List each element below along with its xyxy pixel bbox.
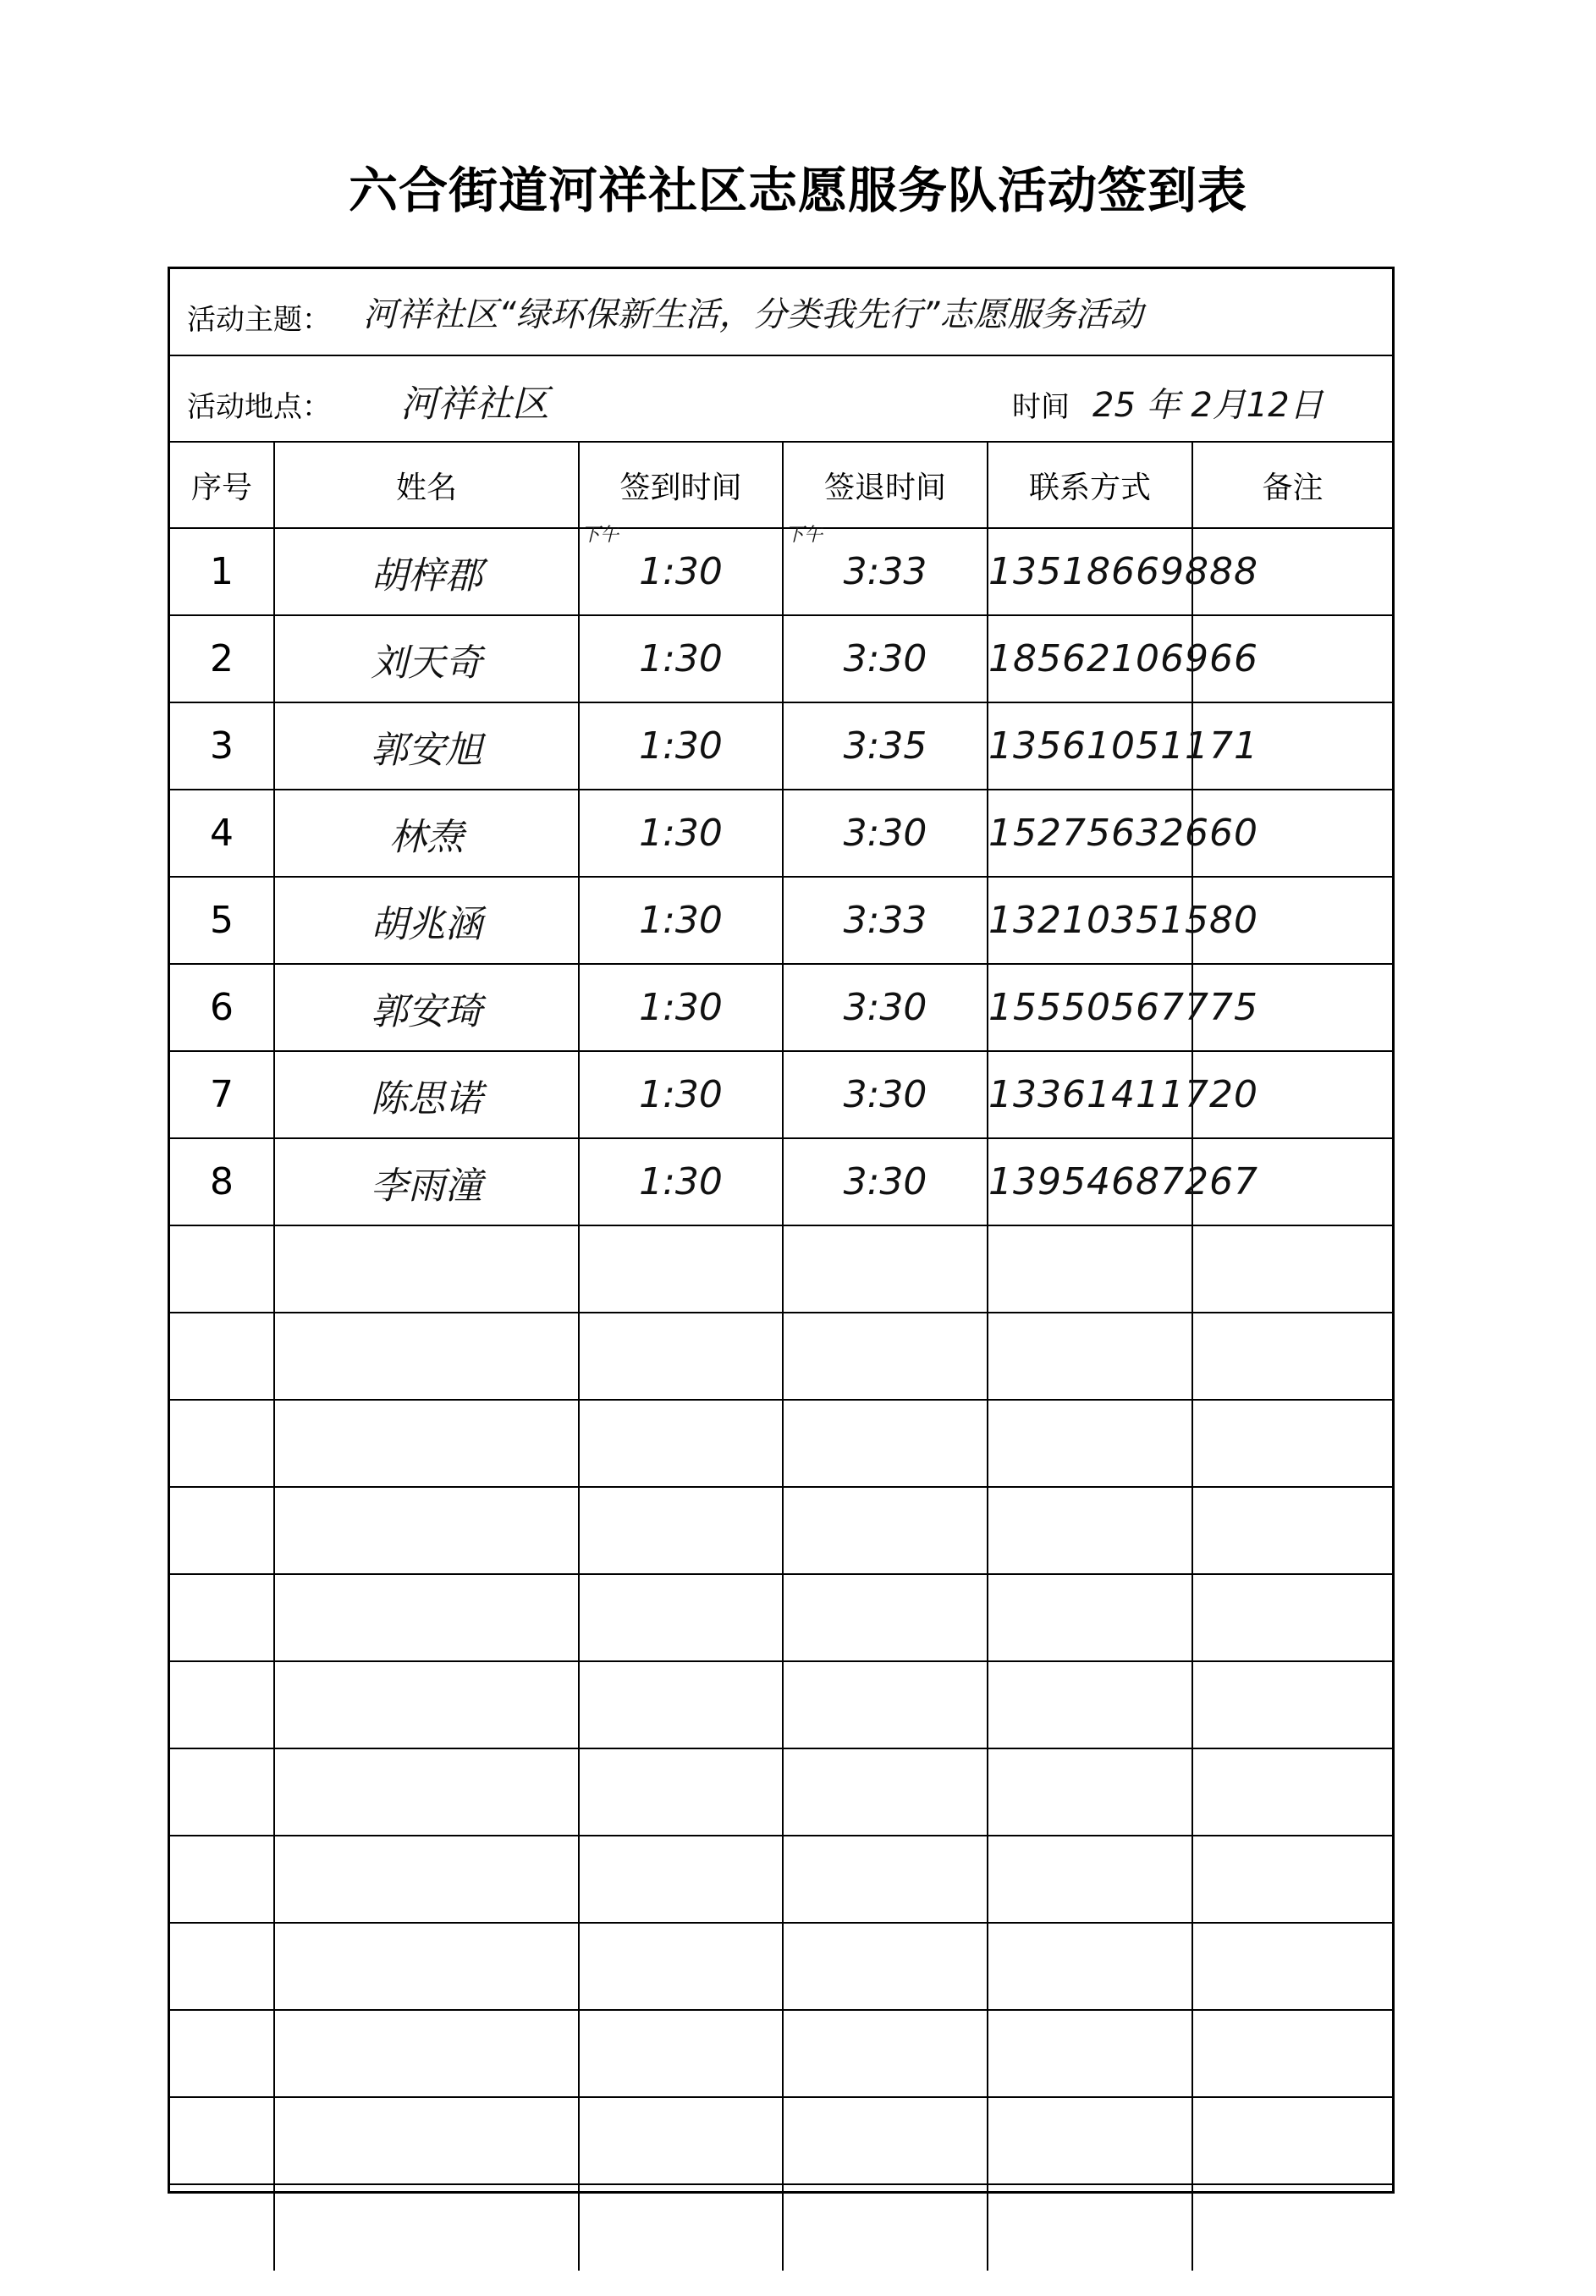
sign-in-sheet <box>168 267 1395 2194</box>
table-row <box>170 2184 1392 2271</box>
contact-phone <box>988 2097 1192 2184</box>
contact-phone <box>988 1836 1192 1923</box>
contact-phone <box>988 2184 1192 2271</box>
contact-phone: 13518669888 <box>988 528 1192 615</box>
sign-in-time-value: 1:30 <box>639 550 723 593</box>
participant-name <box>274 1313 579 1400</box>
table-row <box>170 1051 1392 1138</box>
remarks <box>1192 1836 1392 1923</box>
remarks <box>1192 1923 1392 2010</box>
table-row <box>170 1836 1392 1923</box>
row-number <box>170 1487 274 1574</box>
contact-phone <box>988 1400 1192 1487</box>
contact-phone: 18562106966 <box>988 615 1192 702</box>
sign-in-time <box>579 2184 783 2271</box>
table-row <box>170 1313 1392 1400</box>
remarks <box>1192 528 1392 615</box>
table-row <box>170 790 1392 877</box>
table-row <box>170 528 1392 615</box>
row-number <box>170 2097 274 2184</box>
remarks <box>1192 1748 1392 1836</box>
table-row <box>170 1487 1392 1574</box>
sign-out-time <box>783 2010 988 2097</box>
sign-out-time <box>783 525 988 615</box>
participant-name <box>274 1661 579 1748</box>
participant-name <box>274 1923 579 2010</box>
header-no: 序号 <box>170 443 274 528</box>
contact-phone: 15275632660 <box>988 790 1192 877</box>
row-number <box>170 1923 274 2010</box>
header-remarks: 备注 <box>1192 443 1392 528</box>
sign-in-time: 1:30 <box>579 702 783 790</box>
remarks <box>1192 1313 1392 1400</box>
row-number: 7 <box>170 1051 274 1138</box>
remarks <box>1192 1138 1392 1225</box>
sign-in-time: 1:30 <box>579 1051 783 1138</box>
remarks <box>1192 615 1392 702</box>
row-number: 3 <box>170 702 274 790</box>
sign-out-time <box>783 1748 988 1836</box>
row-number <box>170 1400 274 1487</box>
contact-phone <box>988 1487 1192 1574</box>
table-row <box>170 1225 1392 1313</box>
participant-name <box>274 1400 579 1487</box>
contact-phone <box>988 1225 1192 1313</box>
sign-out-time <box>783 1400 988 1487</box>
sign-in-time <box>579 1748 783 1836</box>
contact-phone <box>988 1313 1192 1400</box>
participant-name <box>274 1225 579 1313</box>
sign-out-time <box>783 2097 988 2184</box>
row-number <box>170 2010 274 2097</box>
row-number: 2 <box>170 615 274 702</box>
contact-phone: 15550567775 <box>988 964 1192 1051</box>
sign-in-time <box>579 1487 783 1574</box>
sign-out-time: 3:30 <box>783 964 988 1051</box>
sign-out-time <box>783 1836 988 1923</box>
contact-phone <box>988 1574 1192 1661</box>
sign-out-time: 3:35 <box>783 702 988 790</box>
remarks <box>1192 1051 1392 1138</box>
attendance-table <box>170 443 1392 2271</box>
theme-value: 河祥社区“绿环保新生活，分类我先行”志愿服务活动 <box>363 295 1143 334</box>
sign-in-time: 1:30 <box>579 964 783 1051</box>
location-value: 河祥社区 <box>400 383 549 426</box>
table-row <box>170 2010 1392 2097</box>
participant-name: 刘天奇 <box>274 615 579 702</box>
sign-out-time <box>783 1661 988 1748</box>
sign-in-time <box>579 1225 783 1313</box>
table-row <box>170 1400 1392 1487</box>
header-contact: 联系方式 <box>988 443 1192 528</box>
table-row <box>170 1748 1392 1836</box>
row-number: 1 <box>170 528 274 615</box>
participant-name: 郭安琦 <box>274 964 579 1051</box>
sign-out-time <box>783 1487 988 1574</box>
sign-in-time <box>579 1400 783 1487</box>
table-row <box>170 2097 1392 2184</box>
table-row <box>170 615 1392 702</box>
remarks <box>1192 1400 1392 1487</box>
contact-phone: 13361411720 <box>988 1051 1192 1138</box>
sign-in-time: 1:30 <box>579 615 783 702</box>
sign-out-time: 3:30 <box>783 790 988 877</box>
row-number: 8 <box>170 1138 274 1225</box>
contact-phone <box>988 1661 1192 1748</box>
sign-out-time <box>783 1225 988 1313</box>
remarks <box>1192 1661 1392 1748</box>
sign-out-time-value: 3:33 <box>843 550 927 593</box>
sign-out-time <box>783 1313 988 1400</box>
remarks <box>1192 2097 1392 2184</box>
table-row <box>170 964 1392 1051</box>
row-number <box>170 1313 274 1400</box>
table-row <box>170 1923 1392 2010</box>
row-number <box>170 1661 274 1748</box>
row-number <box>170 1225 274 1313</box>
sign-out-time <box>783 1574 988 1661</box>
table-row <box>170 1138 1392 1225</box>
row-number: 6 <box>170 964 274 1051</box>
remarks <box>1192 964 1392 1051</box>
table-row <box>170 702 1392 790</box>
sign-in-time <box>579 1923 783 2010</box>
remarks <box>1192 2010 1392 2097</box>
page-title: 六合街道河祥社区志愿服务队活动签到表 <box>348 162 1247 219</box>
contact-phone: 13210351580 <box>988 877 1192 964</box>
remarks <box>1192 1574 1392 1661</box>
date-value: 25 年 2月12日 <box>1092 386 1324 425</box>
table-header-row <box>170 443 1392 528</box>
sign-in-time <box>579 2010 783 2097</box>
sign-out-time: 3:30 <box>783 1138 988 1225</box>
table-row <box>170 877 1392 964</box>
sign-in-time: 1:30 <box>579 1138 783 1225</box>
remarks <box>1192 2184 1392 2271</box>
sign-out-time: 3:30 <box>783 1051 988 1138</box>
remarks <box>1192 790 1392 877</box>
table-row <box>170 1574 1392 1661</box>
sign-in-time: 1:30 <box>579 790 783 877</box>
pm-note: 下午 <box>785 525 823 546</box>
participant-name: 陈思诺 <box>274 1051 579 1138</box>
row-number: 4 <box>170 790 274 877</box>
table-row <box>170 1661 1392 1748</box>
remarks <box>1192 702 1392 790</box>
theme-row <box>170 269 1392 356</box>
contact-phone <box>988 2010 1192 2097</box>
participant-name <box>274 2097 579 2184</box>
participant-name: 郭安旭 <box>274 702 579 790</box>
row-number <box>170 1748 274 1836</box>
header-sign-out-time: 签退时间 <box>783 443 988 528</box>
contact-phone <box>988 1923 1192 2010</box>
participant-name <box>274 2010 579 2097</box>
sign-out-time: 3:30 <box>783 615 988 702</box>
row-number <box>170 2184 274 2271</box>
participant-name <box>274 1748 579 1836</box>
row-number <box>170 1836 274 1923</box>
participant-name: 胡兆涵 <box>274 877 579 964</box>
sign-in-time <box>579 1661 783 1748</box>
participant-name: 林焘 <box>274 790 579 877</box>
sign-in-time: 1:30 <box>579 877 783 964</box>
location-row <box>170 356 1392 443</box>
row-number <box>170 1574 274 1661</box>
date-label: 时间 <box>1012 390 1070 424</box>
contact-phone: 13561051171 <box>988 702 1192 790</box>
participant-name <box>274 1487 579 1574</box>
sign-out-time <box>783 1923 988 2010</box>
remarks <box>1192 1487 1392 1574</box>
participant-name <box>274 1574 579 1661</box>
participant-name: 李雨潼 <box>274 1138 579 1225</box>
location-label: 活动地点： <box>187 390 331 424</box>
sign-in-time <box>579 1836 783 1923</box>
participant-name <box>274 2184 579 2271</box>
participant-name <box>274 1836 579 1923</box>
row-number: 5 <box>170 877 274 964</box>
sign-in-time <box>579 525 783 615</box>
sign-out-time: 3:33 <box>783 877 988 964</box>
remarks <box>1192 1225 1392 1313</box>
remarks <box>1192 877 1392 964</box>
sign-out-time <box>783 2184 988 2271</box>
contact-phone <box>988 1748 1192 1836</box>
contact-phone: 13954687267 <box>988 1138 1192 1225</box>
pm-note: 下午 <box>581 525 619 546</box>
header-name: 姓名 <box>274 443 579 528</box>
participant-name: 胡梓郡 <box>274 528 579 615</box>
header-sign-in-time: 签到时间 <box>579 443 783 528</box>
sign-in-time <box>579 2097 783 2184</box>
theme-label: 活动主题： <box>187 303 331 337</box>
sign-in-time <box>579 1574 783 1661</box>
sign-in-time <box>579 1313 783 1400</box>
